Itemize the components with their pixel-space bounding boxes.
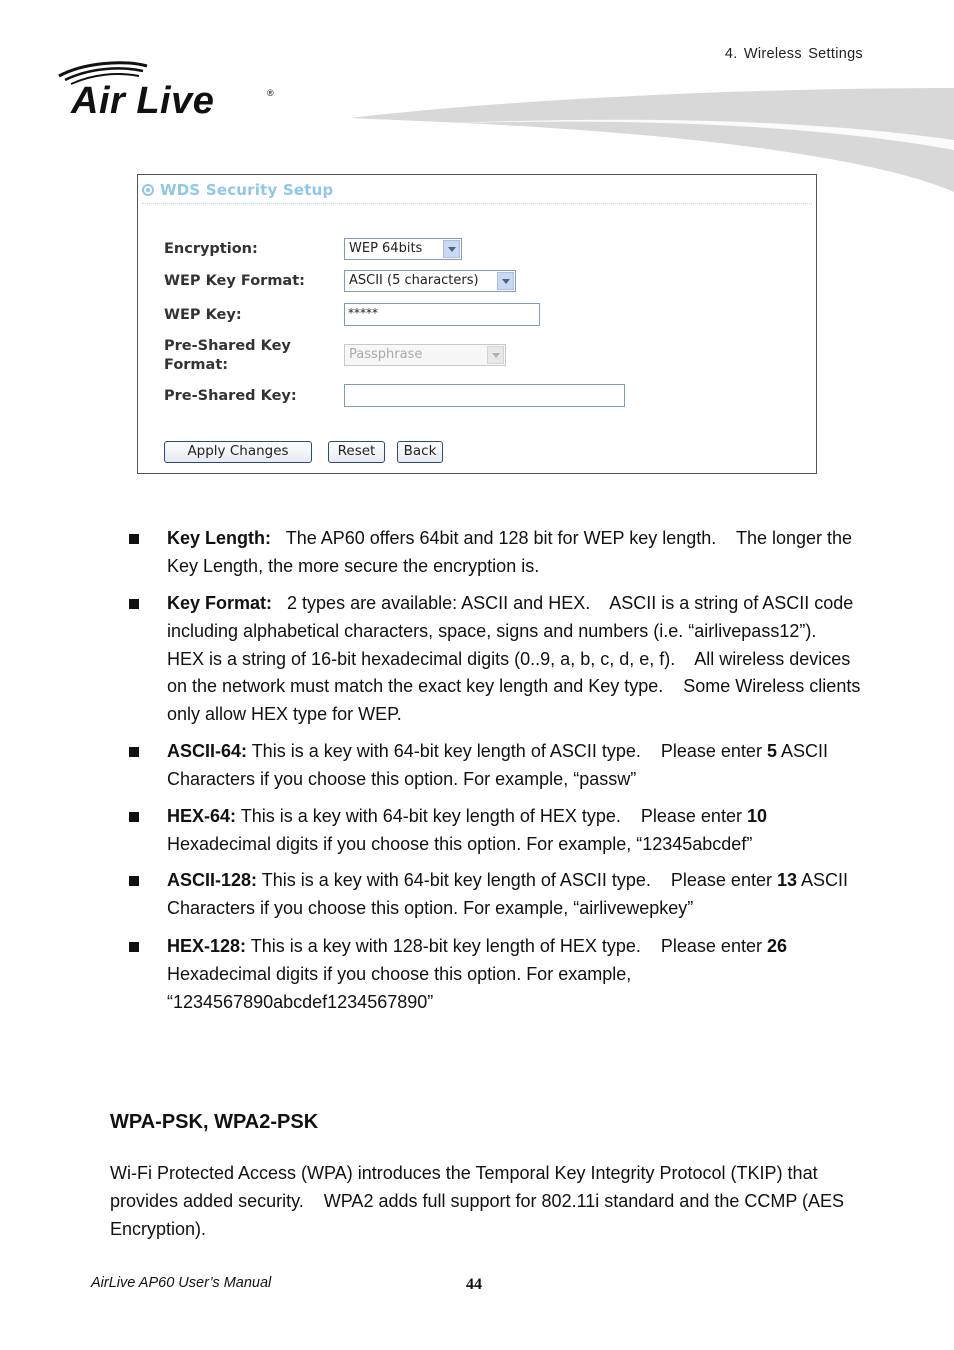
logo-registered-mark: ® [267, 88, 274, 98]
psk-format-value: Passphrase [349, 347, 423, 362]
apply-changes-button[interactable]: Apply Changes [164, 441, 312, 463]
encryption-label: Encryption: [164, 241, 258, 257]
chevron-down-icon[interactable] [497, 272, 514, 290]
bullet-number: 5 [766, 741, 777, 761]
panel-divider [142, 203, 812, 204]
encryption-select[interactable] [344, 238, 462, 260]
bullet-text: The AP60 offers 64bit and 128 bit for WEP key length. The longer the Key Length, the more secure the encryption is. [167, 528, 858, 576]
bullet-term: HEX-64: [167, 806, 237, 826]
list-item [167, 867, 867, 923]
psk-input[interactable] [344, 384, 625, 407]
page-number: 44 [466, 1276, 482, 1293]
list-item [167, 590, 867, 729]
list-item [167, 803, 867, 859]
bullet-circle-icon [142, 184, 154, 196]
bullet-text: This is a key with 64-bit key length of ASCII type. Please enter [247, 741, 767, 761]
bullet-text: This is a key with 64-bit key length of ASCII type. Please enter [257, 870, 777, 890]
wep-key-format-select[interactable] [344, 270, 516, 292]
bullet-term: HEX-128: [167, 936, 247, 956]
list-item [167, 738, 867, 794]
bullet-text: Hexadecimal digits if you choose this option. For example, “1234567890abcdef1234567890” [167, 963, 632, 1012]
airlive-logo [55, 58, 285, 128]
list-item [167, 525, 867, 581]
bullet-text: 2 types are available: ASCII and HEX. ASCII is a string of ASCII code including alphabetical characters, space, signs and numbers (i.e. “airlivepass12”). HEX is a string of 16-bit hexadecimal digits (0..9, a, b, c, d, e, f). All wireless devices on the network must match the exact key length and Key type. Some Wireless clients only allow HEX type for WEP. [167, 593, 866, 725]
wds-security-panel [137, 174, 817, 474]
encryption-select-value: WEP 64bits [349, 241, 423, 256]
bullet-number: 10 [746, 806, 767, 826]
section-heading: WPA-PSK, WPA2-PSK [110, 1111, 319, 1133]
psk-format-label-line2: Format: [164, 357, 229, 373]
bullet-number: 26 [766, 936, 787, 956]
wep-key-label: WEP Key: [164, 307, 242, 323]
back-button[interactable]: Back [397, 441, 443, 463]
psk-label: Pre-Shared Key: [164, 388, 297, 404]
bullet-text: Hexadecimal digits if you choose this option. For example, “12345abcdef” [167, 833, 753, 854]
wep-key-format-value: ASCII (5 characters) [349, 273, 479, 288]
psk-format-select[interactable] [344, 344, 506, 366]
psk-format-label [164, 337, 291, 375]
panel-header [142, 181, 333, 199]
wep-key-format-label: WEP Key Format: [164, 273, 305, 289]
chevron-down-icon [487, 346, 504, 364]
bullet-term: ASCII-128: [167, 870, 258, 890]
bullet-text: ASCII Characters if you choose this option. For example, “passw” [167, 741, 828, 789]
logo-text: Air Live [71, 80, 215, 122]
wep-key-input[interactable]: ***** [344, 303, 540, 326]
manual-title: AirLive AP60 User’s Manual [91, 1275, 272, 1291]
bullet-text: This is a key with 64-bit key length of HEX type. Please enter [236, 806, 747, 826]
chevron-down-icon[interactable] [443, 240, 460, 258]
bullet-number: 13 [776, 870, 797, 890]
bullet-text: This is a key with 128-bit key length of HEX type. Please enter [246, 936, 767, 956]
chapter-heading: 4. Wireless Settings [724, 46, 863, 62]
psk-format-label-line1: Pre-Shared Key [164, 338, 291, 354]
section-body: Wi-Fi Protected Access (WPA) introduces the Temporal Key Integrity Protocol (TKIP) that provides added security. WPA2 adds full support for 802.11i standard and the CCMP (AES Encryption). [110, 1163, 850, 1239]
panel-title: WDS Security Setup [160, 181, 334, 199]
bullet-term: Key Length: [167, 528, 272, 548]
bullet-text: ASCII Characters if you choose this option. For example, “airlivewepkey” [167, 870, 849, 918]
bullet-term: Key Format: [167, 593, 273, 613]
reset-button[interactable]: Reset [328, 441, 385, 463]
list-item [167, 933, 867, 1016]
bullet-term: ASCII-64: [167, 741, 248, 761]
